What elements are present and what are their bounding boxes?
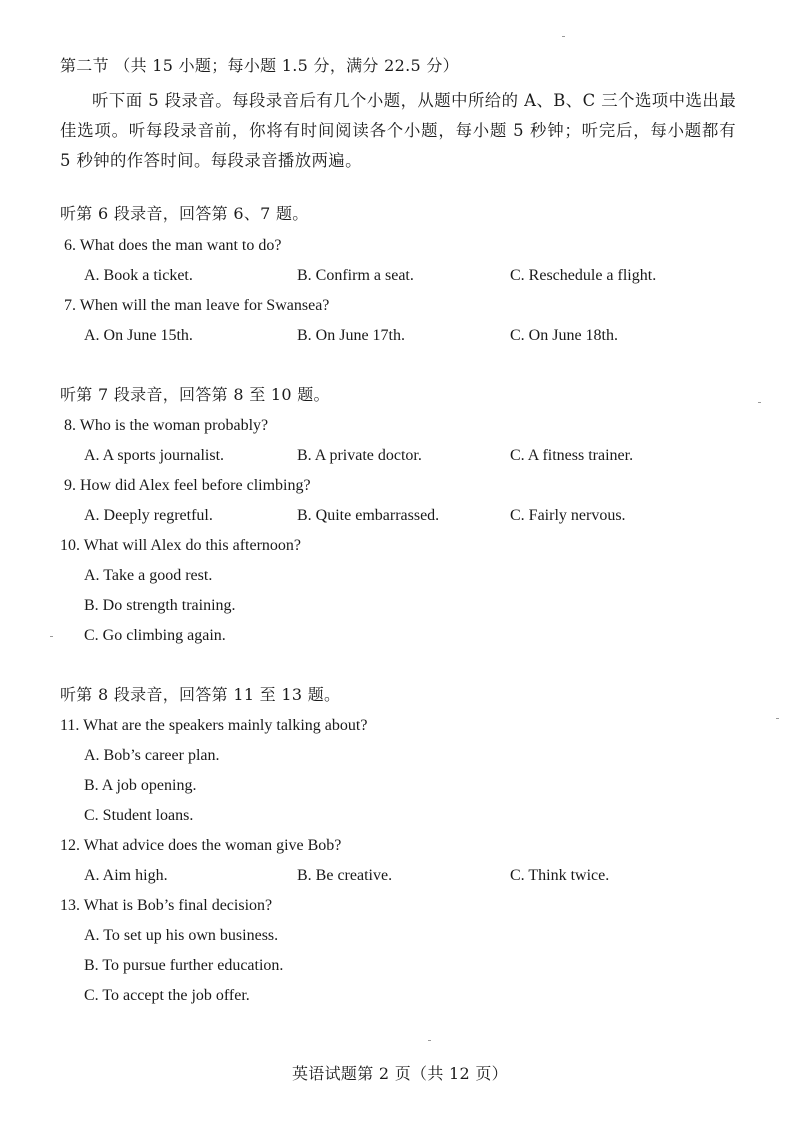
answer-option: A. Bob’s career plan.	[84, 747, 220, 764]
question-stem: 13. What is Bob’s final decision?	[60, 897, 273, 914]
section-header: 第二节 （共 15 小题；每小题 1.5 分，满分 22.5 分）	[60, 56, 459, 75]
answer-option: C. On June 18th.	[510, 327, 618, 344]
scan-speck	[428, 1040, 431, 1041]
page-footer: 英语试题第 2 页（共 12 页）	[292, 1064, 508, 1083]
scan-speck	[758, 402, 761, 403]
answer-option: C. Go climbing again.	[84, 627, 226, 644]
scan-speck	[50, 636, 53, 637]
answer-option: B. Do strength training.	[84, 597, 236, 614]
answer-option: C. A fitness trainer.	[510, 447, 634, 464]
group-heading: 听第 7 段录音，回答第 8 至 10 题。	[60, 385, 330, 404]
answer-option: C. Reschedule a flight.	[510, 267, 657, 284]
answer-option: A. Book a ticket.	[84, 267, 193, 284]
question-stem: 7. When will the man leave for Swansea?	[64, 297, 330, 314]
answer-option: C. Think twice.	[510, 867, 610, 884]
question-stem: 10. What will Alex do this afternoon?	[60, 537, 301, 554]
answer-option: A. Take a good rest.	[84, 567, 213, 584]
answer-option: A. To set up his own business.	[84, 927, 279, 944]
answer-option: B. A private doctor.	[297, 447, 422, 464]
answer-option: B. Quite embarrassed.	[297, 507, 440, 524]
question-stem: 11. What are the speakers mainly talking about?	[60, 717, 368, 734]
question-stem: 12. What advice does the woman give Bob?	[60, 837, 342, 854]
answer-option: C. Fairly nervous.	[510, 507, 626, 524]
answer-option: B. A job opening.	[84, 777, 197, 794]
answer-option: A. Aim high.	[84, 867, 168, 884]
answer-option: B. On June 17th.	[297, 327, 405, 344]
answer-option: B. Be creative.	[297, 867, 393, 884]
group-heading: 听第 6 段录音，回答第 6、7 题。	[60, 204, 309, 223]
question-stem: 9. How did Alex feel before climbing?	[64, 477, 311, 494]
question-stem: 6. What does the man want to do?	[64, 237, 282, 254]
question-stem: 8. Who is the woman probably?	[64, 417, 269, 434]
answer-option: B. Confirm a seat.	[297, 267, 414, 284]
group-heading: 听第 8 段录音，回答第 11 至 13 题。	[60, 685, 341, 704]
answer-option: B. To pursue further education.	[84, 957, 284, 974]
scan-speck	[776, 718, 779, 719]
answer-option: A. Deeply regretful.	[84, 507, 213, 524]
answer-option: A. On June 15th.	[84, 327, 193, 344]
instructions-paragraph: 听下面 5 段录音。每段录音后有几个小题，从题中所给的 A、B、C 三个选项中选出最佳选项。听每段录音前，你将有时间阅读各个小题，每小题 5 秒钟；听完后，每小题都有 5 秒钟的作答时间。每段录音播放两遍。	[60, 91, 736, 170]
answer-option: A. A sports journalist.	[84, 447, 225, 464]
answer-option: C. Student loans.	[84, 807, 194, 824]
scan-speck	[562, 36, 565, 37]
answer-option: C. To accept the job offer.	[84, 987, 250, 1004]
